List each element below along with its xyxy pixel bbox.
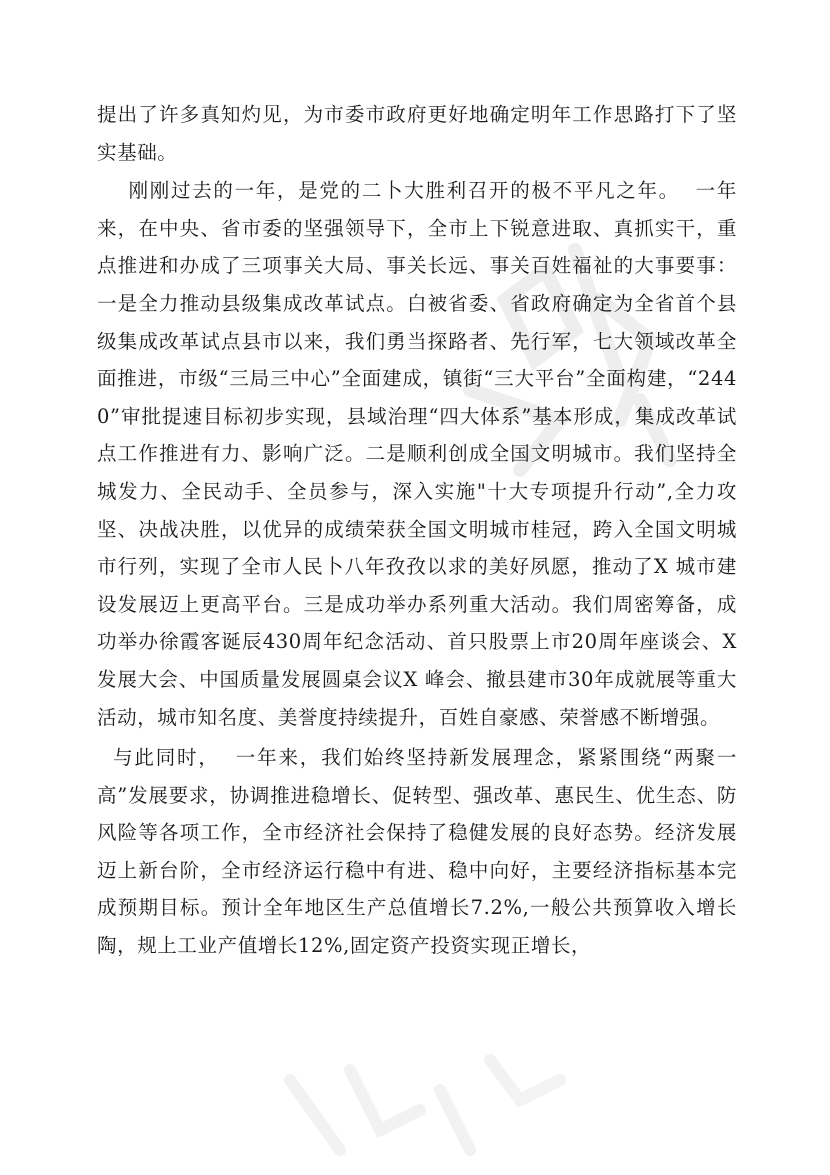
paragraph-year-review: 刚刚过去的一年，是党的二卜大胜利召开的极不平凡之年。 一年来，在中央、省市委的坚强领导下，全市上下锐意进取、真抓实干，重点推进和办成了三项事关大局、事关长远、事关百姓福祉的大事要事： 一是全力推动县级集成改革试点。白被省委、省政府确定为全省首个县级集成改革试点县市以来，我们勇当探路者、先行军，七大领域改革全面推进，市级“三局三中心”全面建成，镇街“三大平台”全面构建，“2440”审批提速目标初步实现，县域治理“四大体系”基本形成，集成改革试点工作推进有力、影响广泛。二是顺利创成全国文明城市。我们坚持全城发力、全民动手、全员参与，深入实施"十大专项提升行动”,全力攻坚、决战决胜，以优异的成绩荣获全国文明城市桂冠，跨入全国文明城市行列，实现了全市人民卜八年孜孜以求的美好夙愿，推动了X 城市建设发展迈上更高平台。三是成功举办系列重大活动。我们周密筹备，成功举办徐霞客诞辰430周年纪念活动、首只股票上市20周年座谈会、X 发展大会、中国质量发展圆桌会议X 峰会、撤县建市30年成就展等重大活动，城市知名度、美誉度持续提升，百姓自豪感、荣誉感不断增强。 <box>97 179 751 729</box>
paragraph-intro-continuation: 提出了许多真知灼见，为市委市政府更好地确定明年工作思路打下了坚实基础。 <box>97 103 737 164</box>
document-body <box>97 96 751 965</box>
paragraph-economic-development: 与此同时， 一年来，我们始终坚持新发展理念，紧紧围绕“两聚一高”发展要求，协调推进稳增长、促转型、强改革、惠民生、优生态、防风险等各项工作，全市经济社会保持了稳健发展的良好态势。经济发展迈上新台阶，全市经济运行稳中有进、稳中向好，主要经济指标基本完成预期目标。预计全年地区生产总值增长7.2%,一般公共预算收入增长陶，规上工业产值增长12%,固定资产投资实现正增长， <box>97 746 737 958</box>
